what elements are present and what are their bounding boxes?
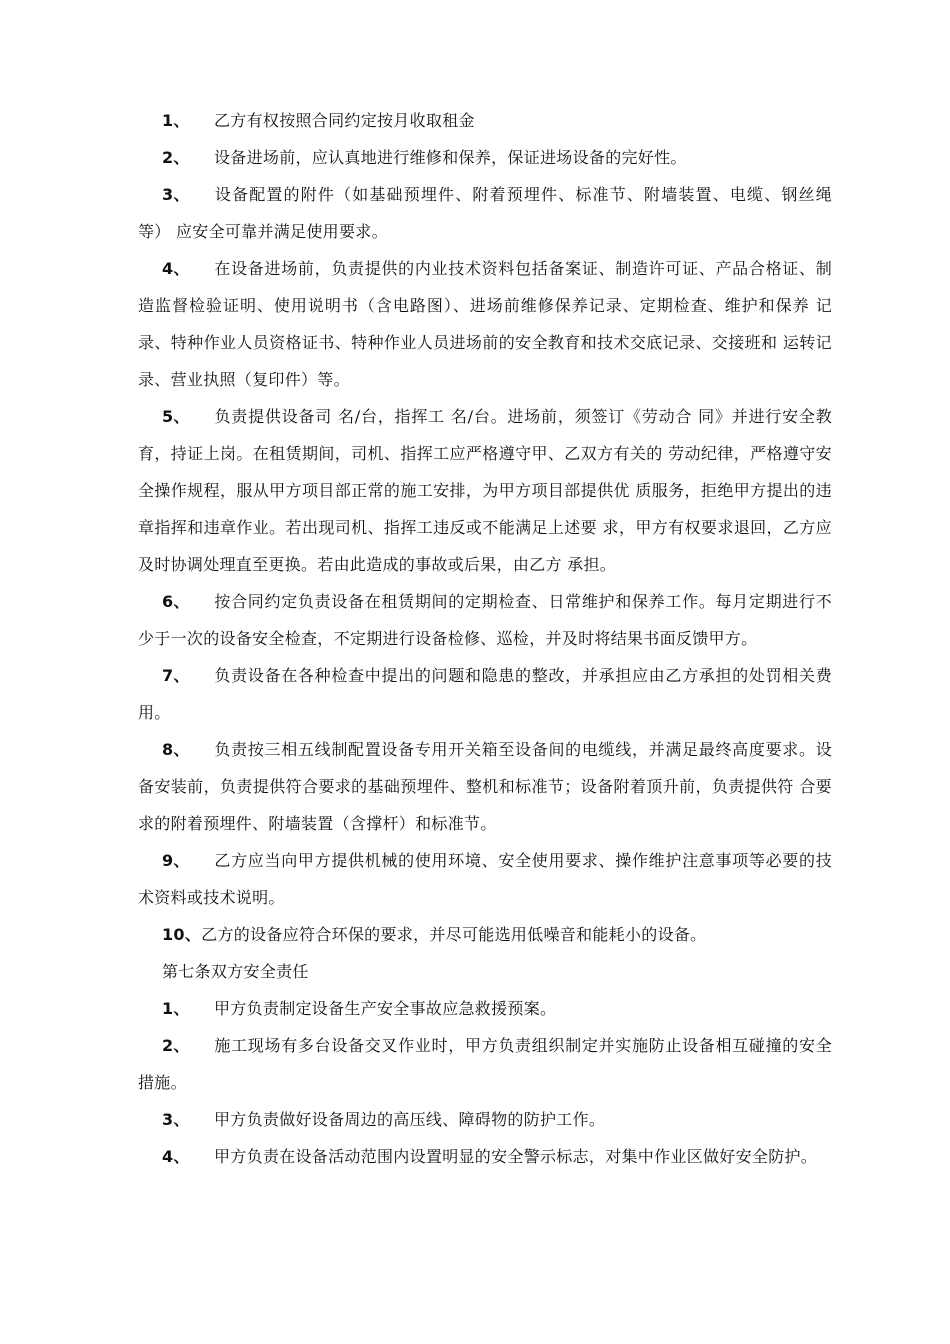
safety-item-4 [138,1138,832,1175]
clause-number: 3、 [162,1110,190,1129]
document-body [138,102,832,1175]
clause-text: 负责提供设备司 名/台，指挥工 名/台。进场前，须签订《劳动合 同》并进行安全教育，持证上岗。在租赁期间，司机、指挥工应严格遵守甲、乙双方有关的 劳动纪律，严格遵守安全操作规程，服从甲方项目部正常的施工安排，为甲方项目部提供优 质服务，拒绝甲方提出的违章指挥和违章作业。若出现司机、指挥工违反或不能满足上述要 求，甲方有权要求退回，乙方应及时协调处理直至更换。若由此造成的事故或后果，由乙方 承担。 [138,407,832,574]
clause-number: 1、 [162,999,190,1018]
clause-item-2 [138,139,832,176]
clause-number: 5、 [162,407,190,426]
clause-text: 乙方的设备应符合环保的要求，并尽可能选用低噪音和能耗小的设备。 [201,925,707,944]
clause-number: 4、 [162,259,190,278]
clause-item-7 [138,657,832,731]
safety-item-2 [138,1027,832,1101]
section-heading: 第七条双方安全责任 [162,962,309,981]
clause-text: 按合同约定负责设备在租赁期间的定期检查、日常维护和保养工作。每月定期进行不 少于一次的设备安全检查，不定期进行设备检修、巡检，并及时将结果书面反馈甲方。 [138,592,832,648]
clause-item-8 [138,731,832,842]
clause-number: 1、 [162,111,190,130]
clause-text: 负责设备在各种检查中提出的问题和隐患的整改，并承担应由乙方承担的处罚相关费 用。 [138,666,832,722]
clause-item-4 [138,250,832,398]
clause-number: 10、 [162,925,202,944]
clause-text: 甲方负责制定设备生产安全事故应急救援预案。 [214,999,557,1018]
clause-text: 设备进场前，应认真地进行维修和保养，保证进场设备的完好性。 [214,148,687,167]
safety-item-3 [138,1101,832,1138]
clause-text: 设备配置的附件（如基础预埋件、附着预埋件、标准节、附墙装置、电缆、钢丝绳等） 应安全可靠并满足使用要求。 [138,185,832,241]
clause-number: 2、 [162,148,190,167]
clause-item-5 [138,398,832,583]
clause-text: 甲方负责做好设备周边的高压线、障碍物的防护工作。 [214,1110,606,1129]
clause-number: 7、 [162,666,190,685]
clause-text: 乙方应当向甲方提供机械的使用环境、安全使用要求、操作维护注意事项等必要的技 术资料或技术说明。 [138,851,832,907]
clause-text: 在设备进场前，负责提供的内业技术资料包括备案证、制造许可证、产品合格证、制 造监督检验证明、使用说明书（含电路图）、进场前维修保养记录、定期检查、维护和保养 记录、特种作业人员资格证书、特种作业人员进场前的安全教育和技术交底记录、交接班和 运转记录、营业执照（复印件）等。 [138,259,832,389]
clause-text: 乙方有权按照合同约定按月收取租金 [214,111,475,130]
clause-number: 8、 [162,740,190,759]
clause-number: 6、 [162,592,190,611]
clause-number: 3、 [162,185,190,204]
clause-item-9 [138,842,832,916]
clause-text: 施工现场有多台设备交叉作业时，甲方负责组织制定并实施防止设备相互碰撞的安全 措施。 [138,1036,832,1092]
clause-text: 负责按三相五线制配置设备专用开关箱至设备间的电缆线，并满足最终高度要求。设 备安装前，负责提供符合要求的基础预埋件、整机和标准节；设备附着顶升前，负责提供符 合要求的附着预埋件、附墙装置（含撑杆）和标准节。 [138,740,832,833]
clause-number: 4、 [162,1147,190,1166]
clause-item-3 [138,176,832,250]
clause-item-6 [138,583,832,657]
safety-item-1 [138,990,832,1027]
clause-item-1 [138,102,832,139]
clause-item-10 [138,916,832,953]
clause-number: 2、 [162,1036,190,1055]
clause-number: 9、 [162,851,190,870]
clause-text: 甲方负责在设备活动范围内设置明显的安全警示标志，对集中作业区做好安全防护。 [214,1147,818,1166]
